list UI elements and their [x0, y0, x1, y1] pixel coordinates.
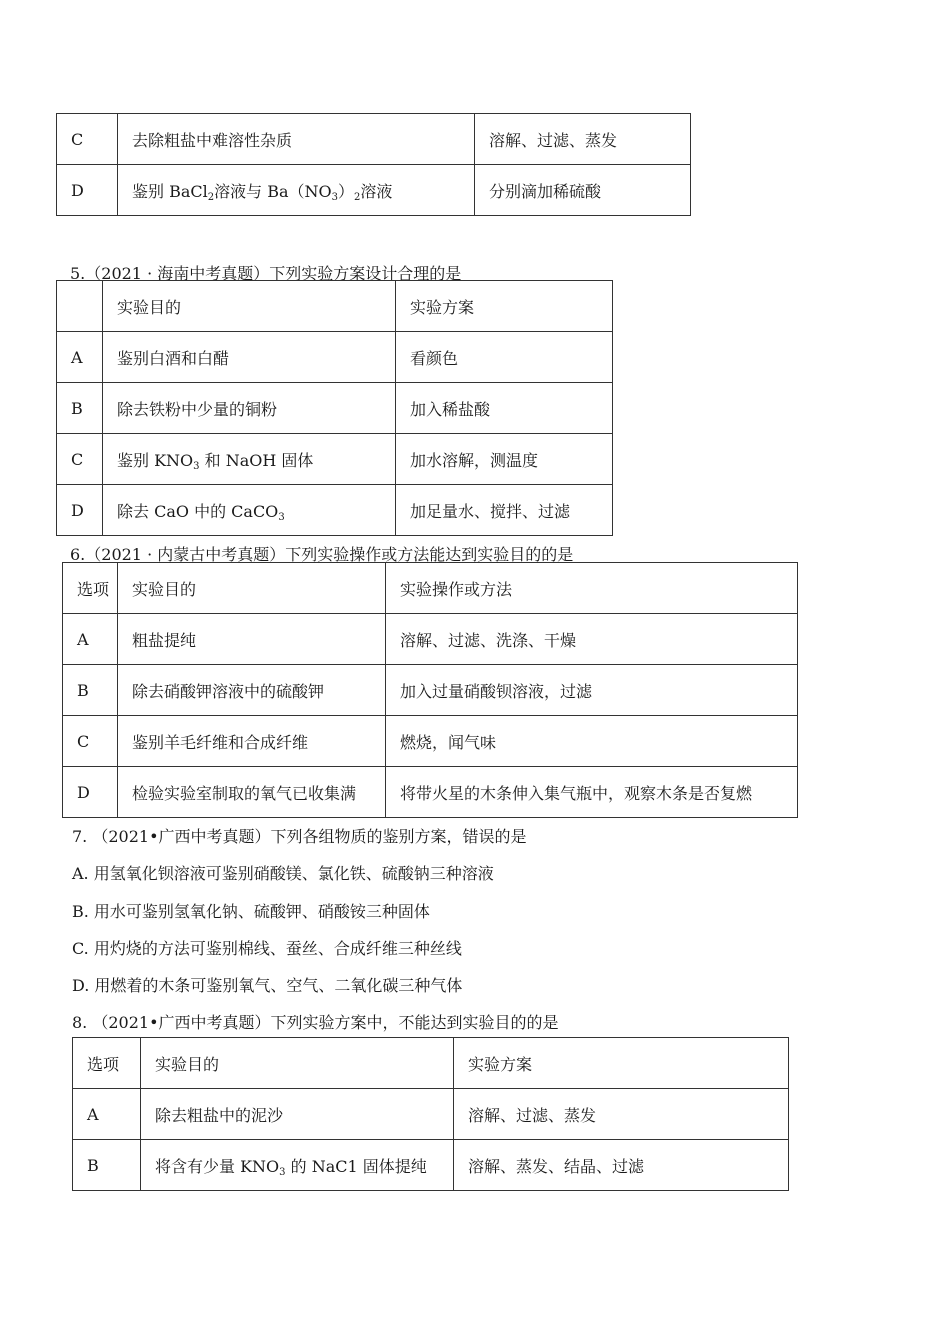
table-header-row [63, 563, 798, 614]
question-5: 5.（2021 · 海南中考真题）下列实验方案设计合理的是 [70, 264, 462, 283]
option-cell: B [57, 383, 103, 434]
table-row [63, 767, 798, 818]
table-top [56, 113, 691, 216]
table-q8 [72, 1037, 789, 1191]
header-cell: 实验方案 [396, 281, 613, 332]
purpose-cell: 去除粗盐中难溶性杂质 [118, 114, 475, 165]
header-cell: 选项 [73, 1038, 141, 1089]
purpose-cell: 除去铁粉中少量的铜粉 [103, 383, 396, 434]
option-a: A. 用氢氧化钡溶液可鉴别硝酸镁、氯化铁、硫酸钠三种溶液 [72, 864, 494, 883]
option-cell: D [57, 485, 103, 536]
purpose-cell: 除去硝酸钾溶液中的硫酸钾 [118, 665, 386, 716]
purpose-cell: 鉴别白酒和白醋 [103, 332, 396, 383]
option-cell: C [63, 716, 118, 767]
option-cell: C [57, 114, 118, 165]
purpose-cell: 检验实验室制取的氧气已收集满 [118, 767, 386, 818]
table-row [63, 716, 798, 767]
table-q5 [56, 280, 613, 536]
header-cell: 实验方案 [454, 1038, 789, 1089]
question-8: 8. （2021•广西中考真题）下列实验方案中，不能达到实验目的的是 [72, 1013, 559, 1032]
table-header-row [57, 281, 613, 332]
table-header-row [73, 1038, 789, 1089]
plan-cell: 溶解、蒸发、结晶、过滤 [454, 1140, 789, 1191]
plan-cell: 分别滴加稀硫酸 [475, 165, 691, 216]
option-cell: D [63, 767, 118, 818]
header-cell: 实验操作或方法 [386, 563, 798, 614]
purpose-cell: 粗盐提纯 [118, 614, 386, 665]
option-cell: B [63, 665, 118, 716]
purpose-cell: 除去 CaO 中的 CaCO$_3$ [103, 485, 396, 536]
purpose-cell: 鉴别 BaCl$_2$溶液与 $Ba(NO_3)_2$溶液 [118, 165, 475, 216]
header-cell: 实验目的 [103, 281, 396, 332]
plan-cell: 加入稀盐酸 [396, 383, 613, 434]
option-d: D. 用燃着的木条可鉴别氧气、空气、二氧化碳三种气体 [72, 976, 463, 995]
option-b: B. 用水可鉴别氢氧化钠、硫酸钾、硝酸铵三种固体 [72, 902, 430, 921]
plan-cell: 看颜色 [396, 332, 613, 383]
option-cell: A [63, 614, 118, 665]
plan-cell: 加足量水、搅拌、过滤 [396, 485, 613, 536]
plan-cell: 溶解、过滤、洗涤、干燥 [386, 614, 798, 665]
option-cell: C [57, 434, 103, 485]
header-cell: 选项 [63, 563, 118, 614]
table-row [57, 383, 613, 434]
table-row [57, 434, 613, 485]
plan-cell: 加水溶解，测温度 [396, 434, 613, 485]
table-row [63, 614, 798, 665]
purpose-cell: 鉴别 $KNO_3$ 和 NaOH 固体 [103, 434, 396, 485]
option-cell: B [73, 1140, 141, 1191]
option-cell: D [57, 165, 118, 216]
header-cell: 实验目的 [118, 563, 386, 614]
plan-cell: 加入过量硝酸钡溶液，过滤 [386, 665, 798, 716]
plan-cell: 溶解、过滤、蒸发 [454, 1089, 789, 1140]
table-row [63, 665, 798, 716]
table-row [73, 1140, 789, 1191]
question-6: 6.（2021 · 内蒙古中考真题）下列实验操作或方法能达到实验目的的是 [70, 545, 574, 564]
header-cell: 实验目的 [141, 1038, 454, 1089]
plan-cell: 将带火星的木条伸入集气瓶中，观察木条是否复燃 [386, 767, 798, 818]
table-row [57, 485, 613, 536]
purpose-cell: 将含有少量 $KNO_3$ 的 NaC1 固体提纯 [141, 1140, 454, 1191]
table-row [57, 332, 613, 383]
option-cell: A [73, 1089, 141, 1140]
table-row [57, 165, 691, 216]
purpose-cell: 鉴别羊毛纤维和合成纤维 [118, 716, 386, 767]
plan-cell: 溶解、过滤、蒸发 [475, 114, 691, 165]
option-c: C. 用灼烧的方法可鉴别棉线、蚕丝、合成纤维三种丝线 [72, 939, 462, 958]
table-row [73, 1089, 789, 1140]
table-row [57, 114, 691, 165]
purpose-cell: 除去粗盐中的泥沙 [141, 1089, 454, 1140]
plan-cell: 燃烧，闻气味 [386, 716, 798, 767]
option-cell: A [57, 332, 103, 383]
table-q6 [62, 562, 798, 818]
header-cell [57, 281, 103, 332]
question-7: 7. （2021•广西中考真题）下列各组物质的鉴别方案，错误的是 [72, 827, 527, 846]
